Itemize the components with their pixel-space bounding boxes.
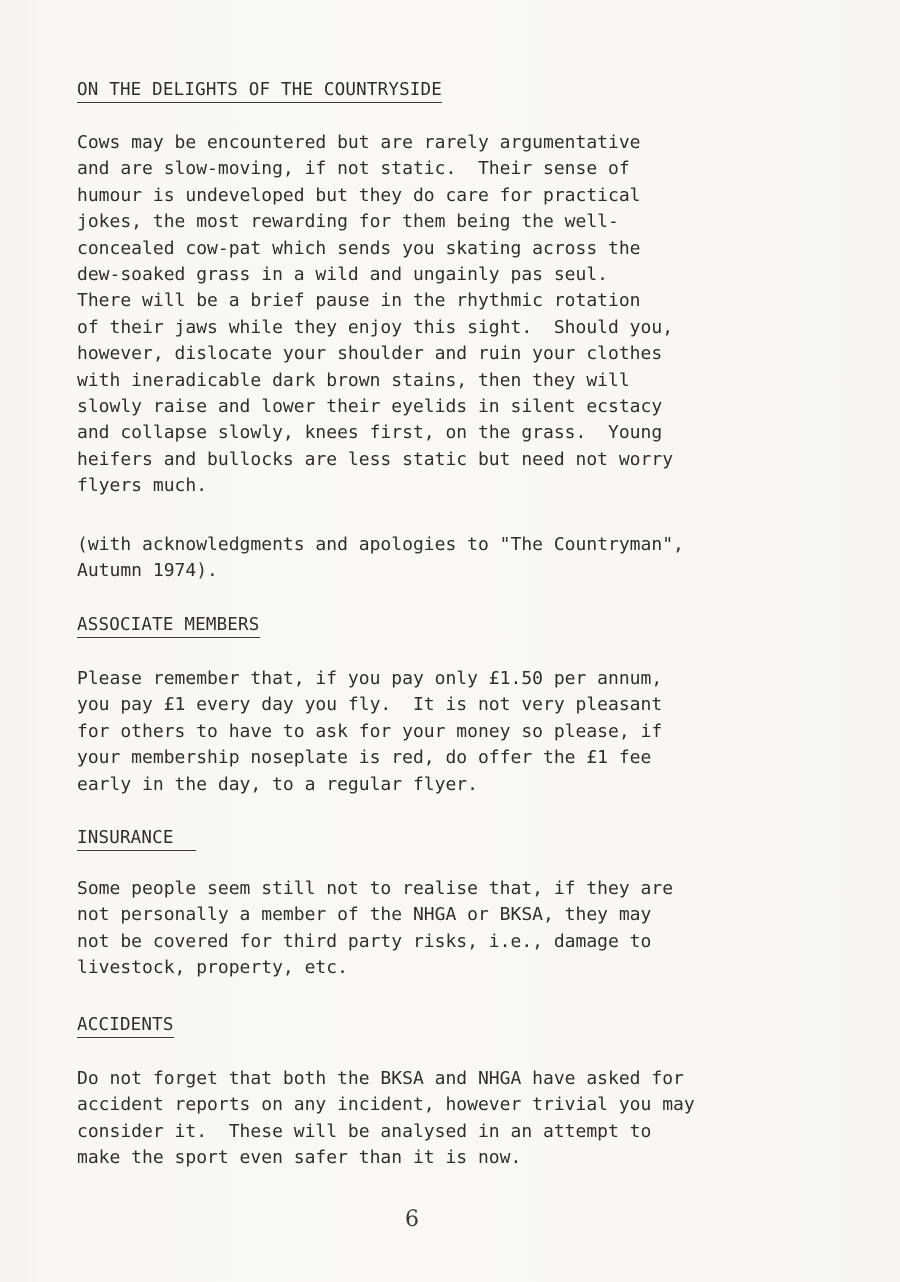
text-line: There will be a brief pause in the rhythmic rotation bbox=[77, 290, 641, 312]
countryside-paragraph bbox=[77, 130, 837, 500]
text-line: jokes, the most rewarding for them being the well- bbox=[77, 211, 619, 233]
associate-paragraph bbox=[77, 666, 837, 798]
text-line: slowly raise and lower their eyelids in silent ecstacy bbox=[77, 396, 663, 418]
section-accidents bbox=[77, 1015, 837, 1038]
text-line: not personally a member of the NHGA or BKSA, they may bbox=[77, 904, 652, 926]
text-line: consider it. These will be analysed in an attempt to bbox=[77, 1120, 652, 1142]
text-line: concealed cow-pat which sends you skating across the bbox=[77, 237, 641, 259]
text-line: dew-soaked grass in a wild and ungainly pas seul. bbox=[77, 264, 609, 286]
text-line: make the sport even safer than it is now. bbox=[77, 1147, 522, 1169]
text-line: humour is undeveloped but they do care for practical bbox=[77, 184, 641, 206]
text-line: Some people seem still not to realise that, if they are bbox=[77, 878, 674, 899]
text-line: with ineradicable dark brown stains, then they will bbox=[77, 369, 630, 391]
page-number: 6 bbox=[405, 1207, 419, 1232]
heading-associate-members: ASSOCIATE MEMBERS bbox=[77, 615, 260, 638]
text-line: for others to have to ask for your money so please, if bbox=[77, 720, 663, 742]
text-line: (with acknowledgments and apologies to "The Countryman", bbox=[77, 534, 684, 555]
text-line: Do not forget that both the BKSA and NHGA have asked for bbox=[77, 1068, 684, 1089]
text-line: Cows may be encountered but are rarely argumentative bbox=[77, 132, 641, 153]
heading-countryside: ON THE DELIGHTS OF THE COUNTRYSIDE bbox=[77, 80, 442, 103]
text-line: you pay £1 every day you fly. It is not very pleasant bbox=[77, 694, 663, 716]
text-line: of their jaws while they enjoy this sight. Should you, bbox=[77, 316, 674, 338]
text-line: heifers and bullocks are less static but need not worry bbox=[77, 448, 674, 470]
text-line: Please remember that, if you pay only £1.50 per annum, bbox=[77, 668, 663, 689]
acknowledgement-paragraph bbox=[77, 532, 837, 585]
text-line: livestock, property, etc. bbox=[77, 957, 348, 979]
text-line: however, dislocate your shoulder and ruin your clothes bbox=[77, 343, 663, 365]
text-line: early in the day, to a regular flyer. bbox=[77, 773, 478, 795]
heading-insurance: INSURANCE bbox=[77, 828, 196, 851]
text-line: Autumn 1974). bbox=[77, 560, 218, 582]
text-line: flyers much. bbox=[77, 475, 208, 497]
text-line: and collapse slowly, knees first, on the grass. Young bbox=[77, 422, 663, 444]
text-line: and are slow-moving, if not static. Their sense of bbox=[77, 158, 630, 180]
section-countryside bbox=[77, 80, 837, 103]
section-insurance bbox=[77, 828, 837, 851]
insurance-paragraph bbox=[77, 876, 837, 982]
text-line: not be covered for third party risks, i.e., damage to bbox=[77, 930, 652, 952]
text-line: accident reports on any incident, however trivial you may bbox=[77, 1094, 695, 1116]
text-line: your membership noseplate is red, do offer the £1 fee bbox=[77, 747, 652, 769]
heading-accidents: ACCIDENTS bbox=[77, 1015, 174, 1038]
section-associate bbox=[77, 615, 837, 638]
accidents-paragraph bbox=[77, 1066, 837, 1172]
